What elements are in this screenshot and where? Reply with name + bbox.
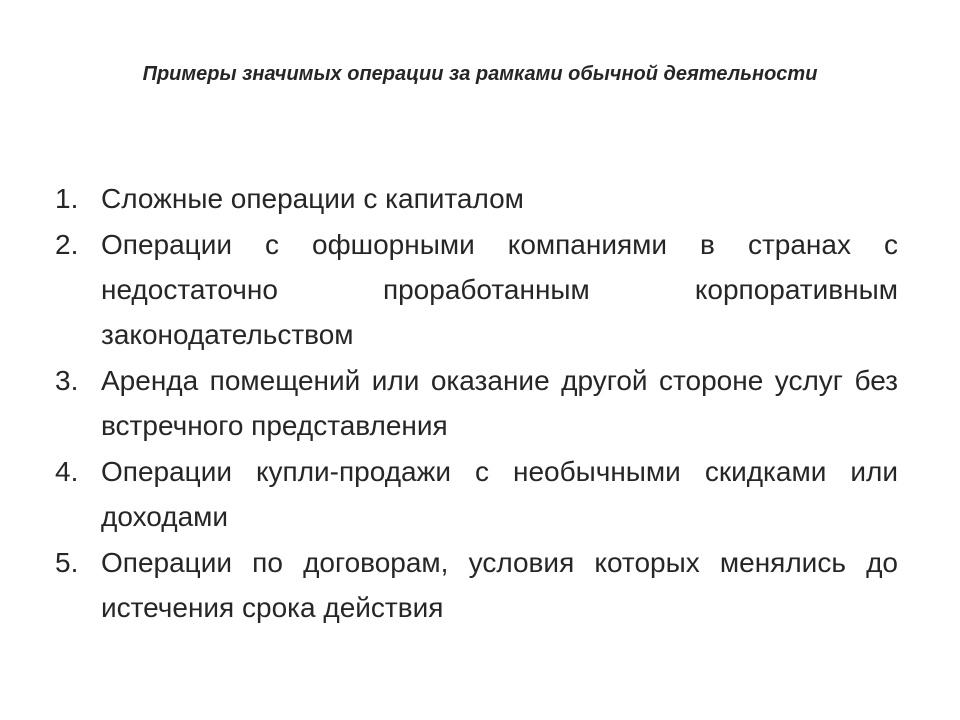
list-item-text: Операции купли-продажи с необычными скидками или доходами bbox=[101, 456, 898, 532]
list-item-text: Операции по договорам, условия которых менялись до истечения срока действия bbox=[101, 547, 898, 623]
list-item-text: Сложные операции с капиталом bbox=[101, 183, 524, 214]
list-item-number: 3. bbox=[55, 365, 79, 396]
list-item-number: 1. bbox=[55, 183, 79, 214]
operations-list bbox=[55, 176, 898, 631]
list-item-number: 5. bbox=[55, 547, 79, 578]
list-item-text: Аренда помещений или оказание другой стороне услуг без встречного представления bbox=[101, 365, 898, 441]
slide-title: Примеры значимых операции за рамками обычной деятельности bbox=[142, 63, 818, 85]
list-item bbox=[55, 540, 898, 630]
list-item-number: 4. bbox=[55, 456, 79, 487]
list-item bbox=[55, 449, 898, 539]
list-item bbox=[55, 176, 898, 221]
list-item bbox=[55, 358, 898, 448]
list-item-text: Операции с офшорными компаниями в странах с недостаточно проработанным корпоративным законодательством bbox=[101, 229, 898, 350]
list-item bbox=[55, 222, 898, 357]
list-item-number: 2. bbox=[55, 229, 79, 260]
